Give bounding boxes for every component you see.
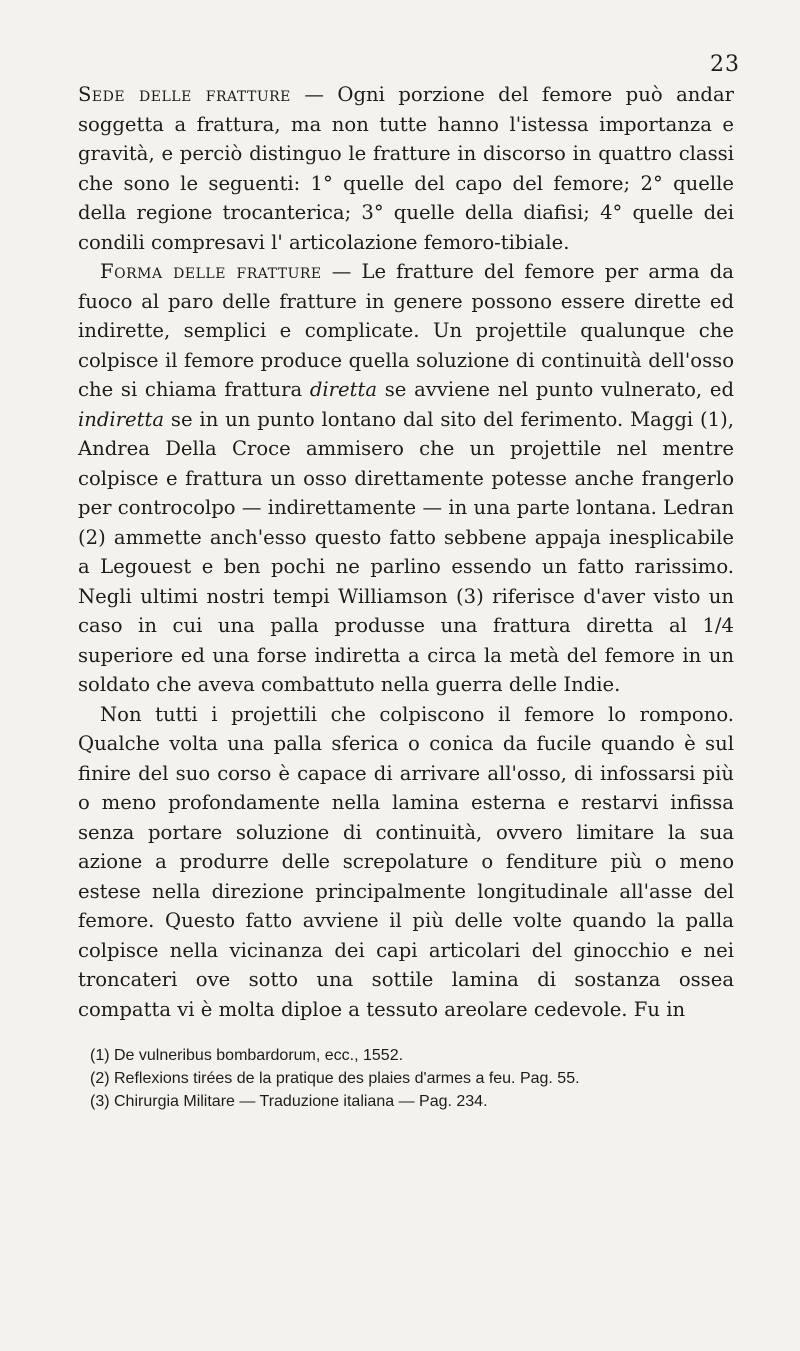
- footnote: (3) Chirurgia Militare — Traduzione italiana — Pag. 234.: [90, 1093, 488, 1110]
- paragraph-text: Non tutti i projettili che colpiscono il femore lo rompono. Qualche volta una palla sferica o conica da fucile quando è sul finire del suo corso è capace di arrivare all'osso, di infossarsi più o meno profondamente nella lamina esterna e restarvi infissa senza portare soluzione di continuità, ovvero limitare la sua azione a produrre delle screpolature o fenditure più o meno estese nella direzione principalmente longitudinale all'asse del femore. Questo fatto avviene il più delle volte quando la palla colpisce nella vicinanza dei capi articolari del ginocchio e nei troncateri ove sotto una sottile lamina di sostanza ossea compatta vi è molta diploe a tessuto areolare cedevole. Fu in: [78, 702, 734, 1021]
- paragraph-text: se avviene nel punto vulnerato, ed: [377, 378, 734, 401]
- paragraph-text: — Ogni porzione del femore può andar soggetta a frattura, ma non tutte hanno l'istessa importanza e gravità, e perciò distinguo le fratture in discorso in quattro classi che sono le seguenti: 1° quelle del capo del femore; 2° quelle della regione trocanterica; 3° quelle della diafisi; 4° quelle dei condili compresavi l' articolazione femoro-tibiale.: [78, 83, 734, 254]
- footnote: (1) De vulneribus bombardorum, ecc., 1552.: [90, 1047, 404, 1064]
- paragraph-sede: [78, 80, 734, 257]
- footnotes: [90, 1044, 750, 1113]
- paragraph-forma: [78, 257, 734, 700]
- paragraph-text: se in un punto lontano dal sito del ferimento. Maggi (1), Andrea Della Croce ammisero che un projettile nel mentre colpisce e frattura un osso direttamente potesse anche frangerlo per controcolpo — indirettamente — in una parte lontana. Ledran (2) ammette anch'esso questo fatto sebbene appaja inesplicabile a Legouest e ben pochi ne parlino essendo un fatto rarissimo. Negli ultimi nostri tempi Williamson (3) riferisce d'aver visto un caso in cui una palla produsse una frattura diretta al 1/4 superiore ed una forse indiretta a circa la metà del femore in un soldato che aveva combattuto nella guerra delle Indie.: [78, 407, 734, 696]
- body-text: [78, 80, 734, 1024]
- page-number: 23: [710, 52, 740, 77]
- section-heading-sede: Sede delle fratture: [78, 83, 291, 106]
- paragraph-projettili: [78, 700, 734, 1025]
- emphasis-indiretta: indiretta: [78, 407, 165, 431]
- emphasis-diretta: diretta: [309, 378, 378, 401]
- section-heading-forma: Forma delle fratture: [100, 260, 322, 283]
- footnote: (2) Reflexions tirées de la pratique des plaies d'armes a feu. Pag. 55.: [90, 1070, 580, 1087]
- paragraph-text: — Le fratture del femore per arma da fuoco al paro delle fratture in genere possono essere dirette ed indirette, semplici e complicate. Un projettile qualunque che colpisce il femore produce quella soluzione di continuità dell'osso che si chiama frattura: [78, 260, 734, 401]
